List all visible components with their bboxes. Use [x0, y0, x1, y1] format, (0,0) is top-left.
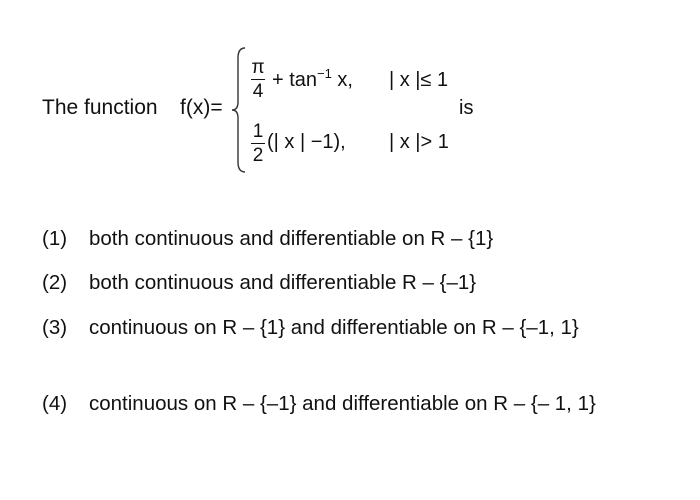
case2-fraction-bar — [251, 143, 265, 144]
option-1-text: both continuous and differentiable on R – {1} — [89, 227, 494, 250]
option-2-text: both continuous and differentiable R – {–1} — [89, 271, 477, 294]
case2-fraction-denominator: 2 — [252, 145, 264, 166]
option-2[interactable] — [42, 269, 662, 299]
function-label: f(x)= — [180, 96, 223, 119]
case2-condition: | x |> 1 — [389, 131, 449, 153]
case1-fraction-denominator: 4 — [252, 81, 264, 102]
question-stem-tail: is — [459, 97, 474, 119]
question-stem-lead: The function — [42, 96, 158, 119]
piecewise-brace — [231, 46, 247, 174]
option-1[interactable] — [42, 225, 662, 255]
option-4-number: (4) — [42, 392, 68, 415]
case2-fraction — [249, 122, 267, 166]
option-3-text: continuous on R – {1} and differentiable on R – {–1, 1} — [89, 316, 579, 339]
case1-exponent: −1 — [317, 66, 332, 81]
case1-condition: | x |≤ 1 — [389, 69, 449, 91]
case1-expression-main: + tan — [272, 69, 318, 91]
option-4[interactable] — [42, 390, 662, 450]
option-1-number: (1) — [42, 227, 68, 250]
case1-expression-tail: x, — [331, 69, 353, 91]
option-3[interactable] — [42, 314, 662, 374]
option-4-text: continuous on R – {–1} and differentiable on R – {– 1, 1} — [89, 392, 596, 415]
case2-fraction-numerator: 1 — [252, 121, 264, 142]
case1-fraction — [249, 58, 267, 102]
case2-expression: (| x | −1), — [267, 131, 346, 153]
case1-expression — [272, 66, 353, 92]
option-2-number: (2) — [42, 271, 68, 294]
option-3-number: (3) — [42, 316, 68, 339]
case1-fraction-bar — [251, 79, 265, 80]
case1-fraction-numerator: π — [251, 57, 265, 78]
